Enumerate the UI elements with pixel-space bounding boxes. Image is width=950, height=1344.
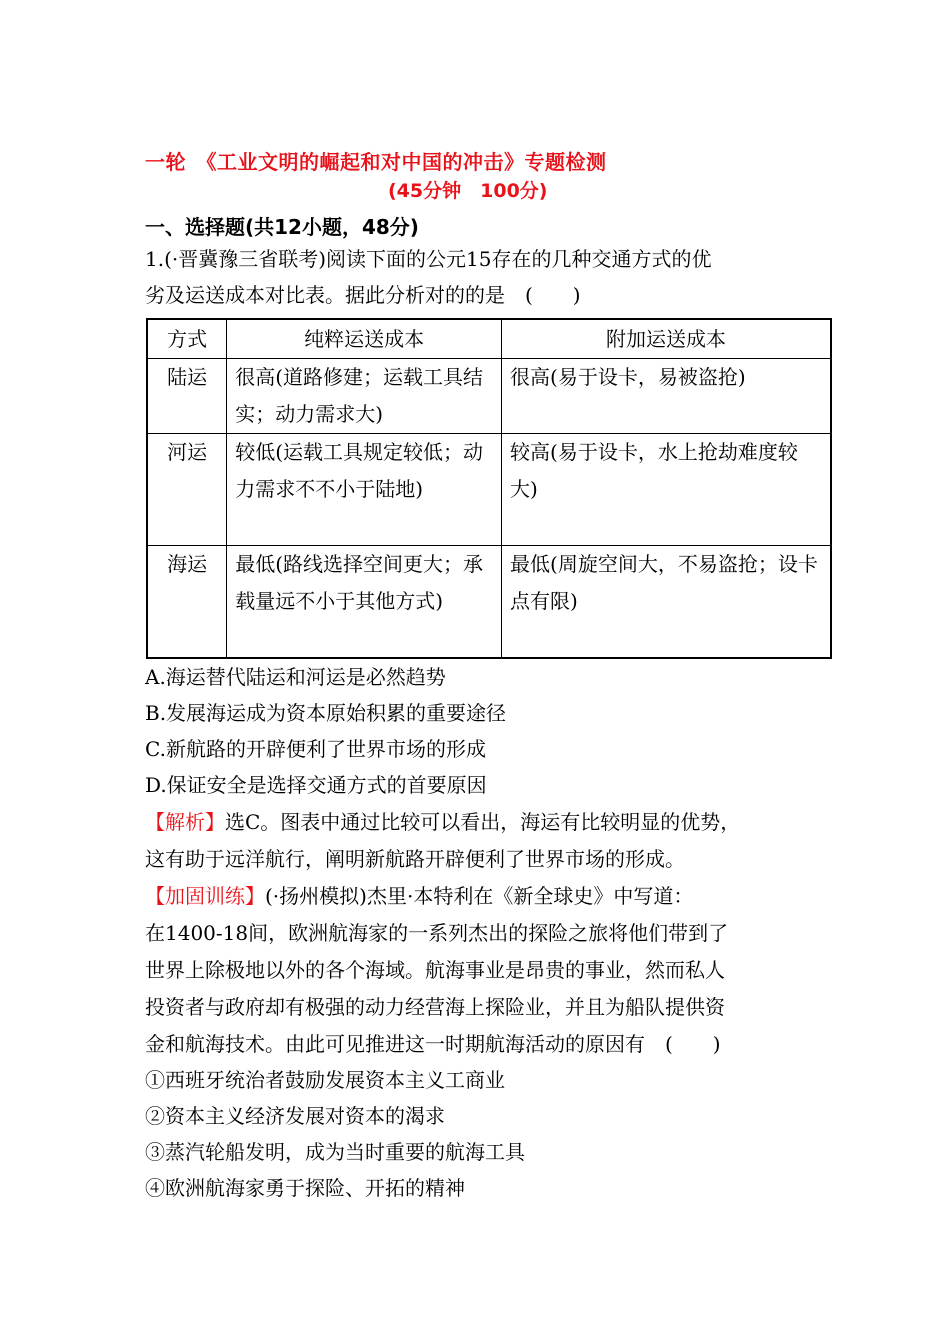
table-row xyxy=(147,359,831,434)
table-cell-pure-cost xyxy=(227,434,502,546)
reinforcement-line-4: 投资者与政府却有极强的动力经营海上探险业，并且为船队提供资 xyxy=(145,995,725,1019)
table-row xyxy=(147,546,831,659)
table-header-extra-cost: 附加运送成本 xyxy=(502,319,831,359)
analysis-line-1 xyxy=(145,804,740,840)
section-heading: 一、选择题(共12小题，48分) xyxy=(145,215,419,239)
table-header-pure-cost: 纯粹运送成本 xyxy=(227,319,502,359)
reinforcement-line-1 xyxy=(145,878,693,914)
reinforcement-item-2: ②资本主义经济发展对资本的渴求 xyxy=(145,1104,445,1128)
option-d: D.保证安全是选择交通方式的首要原因 xyxy=(145,773,487,797)
reinforcement-item-4: ④欧洲航海家勇于探险、开拓的精神 xyxy=(145,1176,465,1200)
table-cell-mode: 海运 xyxy=(147,546,227,659)
analysis-line-2: 这有助于远洋航行，阐明新航路开辟便利了世界市场的形成。 xyxy=(145,847,685,871)
table-cell-pure-cost xyxy=(227,546,502,659)
question-stem-line-1: 1.(·晋冀豫三省联考)阅读下面的公元15存在的几种交通方式的优 xyxy=(145,247,712,271)
analysis-text: 选C。图表中通过比较可以看出，海运有比较明显的优势， xyxy=(225,810,741,834)
question-stem-line-2: 劣及运送成本对比表。据此分析对的的是 ( ) xyxy=(145,283,581,307)
document-subtitle: (45分钟 100分) xyxy=(388,180,548,202)
table-cell-pure-cost xyxy=(227,359,502,434)
cell-text: 最低(周旋空间大，不易盗抢；设卡点有限) xyxy=(510,552,818,613)
document-title: 一轮 《工业文明的崛起和对中国的冲击》专题检测 xyxy=(145,150,607,174)
table-row xyxy=(147,434,831,546)
table-cell-mode: 河运 xyxy=(147,434,227,546)
table-cell-mode: 陆运 xyxy=(147,359,227,434)
table-cell-extra-cost xyxy=(502,359,831,434)
reinforcement-line-2: 在1400-18间，欧洲航海家的一系列杰出的探险之旅将他们带到了 xyxy=(145,921,729,945)
analysis-label: 【解析】 xyxy=(145,810,225,834)
reinforcement-line-5: 金和航海技术。由此可见推进这一时期航海活动的原因有 ( ) xyxy=(145,1032,721,1056)
reinforcement-line-3: 世界上除极地以外的各个海域。航海事业是昂贵的事业，然而私人 xyxy=(145,958,725,982)
reinforcement-item-1: ①西班牙统治者鼓励发展资本主义工商业 xyxy=(145,1068,505,1092)
option-a: A.海运替代陆运和河运是必然趋势 xyxy=(145,665,446,689)
option-b: B.发展海运成为资本原始积累的重要途径 xyxy=(145,701,507,725)
reinforcement-text: (·扬州模拟)杰里·本特利在《新全球史》中写道： xyxy=(265,884,694,908)
transport-cost-table xyxy=(146,318,832,659)
reinforcement-label: 【加固训练】 xyxy=(145,884,265,908)
table-header-row xyxy=(147,319,831,359)
option-c: C.新航路的开辟便利了世界市场的形成 xyxy=(145,737,486,761)
cell-text: 较高(易于设卡，水上抢劫难度较大) xyxy=(510,440,798,501)
cell-text: 最低(路线选择空间更大；承载量远不小于其他方式) xyxy=(235,552,484,613)
table-cell-extra-cost xyxy=(502,546,831,659)
table-header-mode: 方式 xyxy=(147,319,227,359)
cell-text: 很高(易于设卡，易被盗抢) xyxy=(510,365,746,389)
cell-text: 较低(运载工具规定较低；动力需求不不小于陆地) xyxy=(235,440,484,501)
table-cell-extra-cost xyxy=(502,434,831,546)
cell-text: 很高(道路修建；运载工具结实；动力需求大) xyxy=(235,365,484,426)
reinforcement-item-3: ③蒸汽轮船发明，成为当时重要的航海工具 xyxy=(145,1140,525,1164)
